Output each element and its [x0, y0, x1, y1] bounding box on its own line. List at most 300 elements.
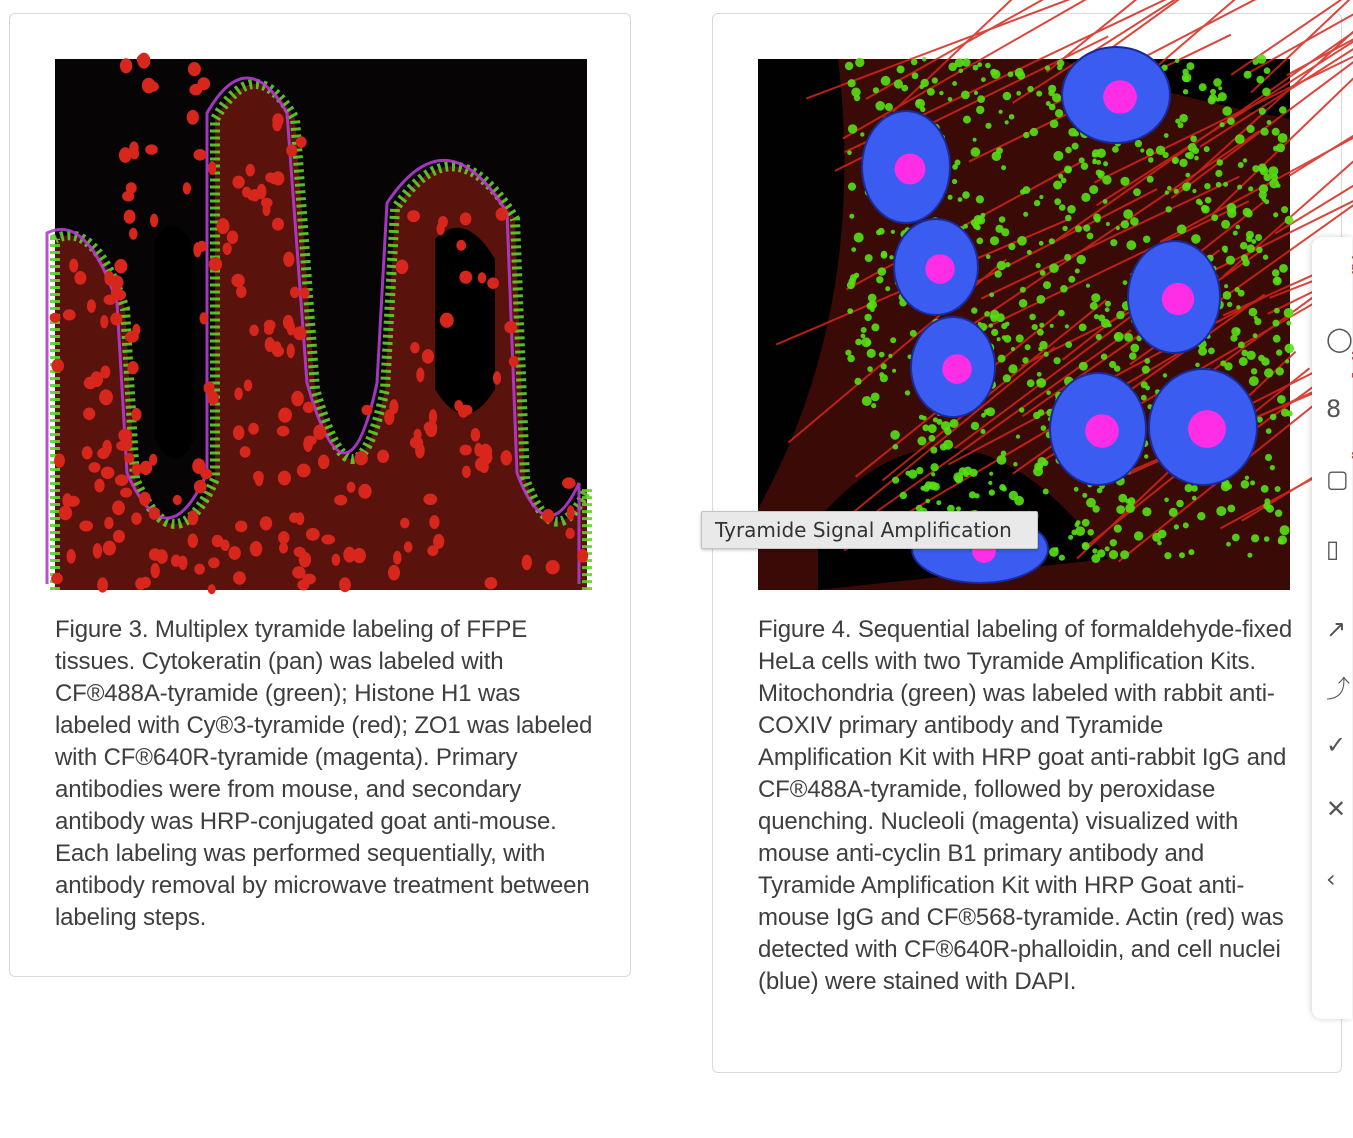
- mitochondria-spot: [961, 91, 970, 100]
- tissue-nucleus: [388, 565, 400, 581]
- mitochondria-spot: [1241, 254, 1248, 261]
- nucleolus: [1103, 80, 1137, 114]
- tissue-nucleus: [429, 515, 439, 529]
- mitochondria-spot: [971, 147, 981, 157]
- tissue-nucleus: [265, 337, 275, 352]
- mitochondria-spot: [1039, 341, 1047, 349]
- mitochondria-spot: [1079, 362, 1088, 371]
- mitochondria-spot: [1285, 359, 1289, 363]
- mitochondria-spot: [1086, 498, 1096, 508]
- mitochondria-spot: [1001, 165, 1006, 170]
- mitochondria-spot: [925, 499, 930, 504]
- tissue-nucleus: [229, 546, 241, 560]
- mitochondria-spot: [1116, 505, 1125, 514]
- mitochondria-spot: [1185, 173, 1190, 178]
- mitochondria-spot: [1027, 250, 1032, 255]
- mitochondria-spot: [1105, 301, 1111, 307]
- mitochondria-spot: [952, 179, 957, 184]
- mitochondria-spot: [996, 147, 1003, 154]
- mitochondria-spot: [1217, 159, 1224, 166]
- mitochondria-spot: [1246, 351, 1255, 360]
- mitochondria-spot: [1256, 247, 1263, 254]
- mitochondria-spot: [1054, 198, 1061, 205]
- mitochondria-spot: [1082, 493, 1087, 498]
- mitochondria-spot: [1060, 285, 1068, 293]
- mitochondria-spot: [984, 311, 990, 317]
- mitochondria-spot: [1166, 206, 1172, 212]
- mitochondria-spot: [1129, 352, 1137, 360]
- mitochondria-spot: [1192, 496, 1197, 501]
- mitochondria-spot: [1101, 354, 1107, 360]
- mitochondria-spot: [1044, 352, 1049, 357]
- mitochondria-spot: [985, 63, 991, 69]
- mitochondria-spot: [1087, 233, 1094, 240]
- tissue-nucleus: [429, 409, 437, 424]
- tissue-nucleus: [410, 342, 419, 353]
- mitochondria-spot: [1008, 243, 1015, 250]
- tissue-nucleus: [89, 462, 101, 473]
- mitochondria-spot: [1093, 158, 1097, 162]
- back-icon[interactable]: ‹: [1326, 865, 1336, 893]
- tissue-nucleus: [129, 228, 138, 240]
- tissue-nucleus: [146, 81, 159, 92]
- mitochondria-spot: [845, 350, 851, 356]
- tissue-nucleus: [232, 176, 244, 189]
- tissue-nucleus: [244, 379, 253, 391]
- tissue-nucleus: [208, 557, 220, 568]
- mitochondria-spot: [1270, 414, 1277, 421]
- mitochondria-spot: [939, 91, 943, 95]
- mitochondria-spot: [948, 63, 957, 72]
- mitochondria-spot: [971, 422, 979, 430]
- tissue-nucleus: [542, 509, 554, 523]
- mitochondria-spot: [1133, 188, 1141, 196]
- mitochondria-spot: [855, 58, 864, 67]
- tissue-nucleus: [99, 389, 113, 405]
- mitochondria-spot: [1121, 220, 1129, 228]
- tissue-nucleus: [303, 402, 314, 413]
- tissue-nucleus: [422, 349, 434, 364]
- mitochondria-spot: [865, 254, 873, 262]
- tissue-nucleus: [223, 243, 232, 255]
- tissue-nucleus: [208, 584, 216, 594]
- mitochondria-spot: [871, 323, 879, 331]
- mitochondria-spot: [1258, 163, 1267, 172]
- mitochondria-spot: [1023, 212, 1028, 217]
- tissue-nucleus: [250, 541, 263, 557]
- mitochondria-spot: [1090, 302, 1098, 310]
- mitochondria-spot: [848, 79, 856, 87]
- mitochondria-spot: [1248, 186, 1253, 191]
- mitochondria-spot: [1141, 381, 1148, 388]
- mitochondria-spot: [1284, 308, 1294, 318]
- mitochondria-spot: [1140, 148, 1144, 152]
- tissue-nucleus: [200, 312, 208, 324]
- mitochondria-spot: [881, 252, 888, 259]
- mitochondria-spot: [989, 292, 994, 297]
- mitochondria-spot: [1005, 120, 1009, 124]
- mitochondria-spot: [923, 484, 930, 491]
- mitochondria-spot: [1037, 372, 1042, 377]
- mitochondria-spot: [1011, 347, 1015, 351]
- mitochondria-spot: [876, 276, 883, 283]
- mitochondria-spot: [1237, 185, 1242, 190]
- mitochondria-spot: [981, 429, 986, 434]
- mitochondria-spot: [1016, 334, 1024, 342]
- mitochondria-spot: [855, 339, 862, 346]
- mitochondria-spot: [1251, 368, 1257, 374]
- tissue-nucleus: [501, 450, 512, 465]
- mitochondria-spot: [1147, 176, 1154, 183]
- mitochondria-spot: [1266, 505, 1274, 513]
- mitochondria-spot: [1179, 114, 1188, 123]
- mitochondria-spot: [881, 363, 887, 369]
- nucleolus: [895, 154, 926, 185]
- mitochondria-spot: [959, 69, 964, 74]
- mitochondria-spot: [1120, 177, 1129, 186]
- mitochondria-spot: [1053, 181, 1062, 190]
- mitochondria-spot: [977, 62, 982, 67]
- mitochondria-spot: [1279, 106, 1287, 114]
- mitochondria-spot: [1039, 241, 1044, 246]
- tissue-nucleus: [83, 408, 95, 421]
- mitochondria-spot: [1223, 249, 1227, 253]
- mitochondria-spot: [1249, 308, 1258, 317]
- mitochondria-spot: [1259, 191, 1267, 199]
- nucleolus: [942, 354, 971, 383]
- link-icon[interactable]: 8: [1326, 395, 1342, 423]
- mitochondria-spot: [1220, 360, 1226, 366]
- mitochondria-spot: [976, 106, 984, 114]
- mitochondria-spot: [922, 57, 926, 61]
- mitochondria-spot: [1224, 284, 1228, 288]
- mitochondria-spot: [1270, 465, 1275, 470]
- tissue-nucleus: [509, 356, 519, 367]
- mitochondria-spot: [1215, 170, 1222, 177]
- check-icon[interactable]: ✓: [1326, 731, 1347, 759]
- mitochondria-spot: [1174, 524, 1179, 529]
- mitochondria-spot: [888, 354, 892, 358]
- mitochondria-spot: [995, 270, 1002, 277]
- mitochondria-spot: [1053, 151, 1063, 161]
- mitochondria-spot: [1274, 308, 1280, 314]
- mitochondria-spot: [847, 150, 852, 155]
- tissue-nucleus: [173, 495, 182, 505]
- mitochondria-spot: [927, 88, 935, 96]
- tissue-nucleus: [126, 182, 137, 194]
- mitochondria-spot: [854, 233, 864, 243]
- mitochondria-spot: [890, 337, 896, 343]
- mitochondria-spot: [1236, 225, 1241, 230]
- mitochondria-spot: [986, 254, 991, 259]
- mitochondria-spot: [1135, 140, 1142, 147]
- mitochondria-spot: [1238, 290, 1245, 297]
- mitochondria-spot: [1068, 276, 1075, 283]
- tissue-nucleus: [236, 286, 247, 298]
- mitochondria-spot: [1169, 508, 1178, 517]
- page-icon[interactable]: ▯: [1326, 535, 1340, 563]
- mitochondria-spot: [851, 88, 860, 97]
- mitochondria-spot: [1265, 454, 1272, 461]
- mitochondria-spot: [917, 436, 926, 445]
- tissue-nucleus: [94, 479, 104, 493]
- mitochondria-spot: [1275, 510, 1282, 517]
- mitochondria-spot: [1164, 498, 1169, 503]
- tissue-nucleus: [460, 445, 472, 456]
- tissue-nucleus: [496, 208, 508, 221]
- tissue-nucleus: [410, 437, 423, 449]
- square-icon[interactable]: ▢: [1326, 465, 1349, 493]
- mitochondria-spot: [1091, 554, 1100, 563]
- mitochondria-spot: [1268, 166, 1278, 176]
- mitochondria-spot: [1196, 199, 1202, 205]
- mitochondria-spot: [1087, 529, 1094, 536]
- tissue-nucleus: [296, 136, 307, 148]
- mitochondria-spot: [1103, 199, 1108, 204]
- tissue-nucleus: [231, 274, 244, 287]
- mitochondria-spot: [1201, 205, 1209, 213]
- tissue-nucleus: [131, 408, 141, 421]
- mitochondria-spot: [986, 407, 995, 416]
- tissue-nucleus: [318, 455, 329, 470]
- mitochondria-spot: [1092, 153, 1097, 158]
- mitochondria-spot: [1039, 195, 1043, 199]
- tissue-nucleus: [188, 534, 198, 548]
- tissue-nucleus: [51, 359, 64, 373]
- tissue-nucleus: [264, 320, 276, 331]
- mitochondria-spot: [1179, 552, 1185, 558]
- mitochondria-spot: [1134, 531, 1143, 540]
- tissue-nucleus: [248, 423, 259, 435]
- mitochondria-spot: [1038, 409, 1045, 416]
- mitochondria-spot: [989, 489, 995, 495]
- mitochondria-spot: [1179, 159, 1187, 167]
- figure-3-image: [55, 59, 587, 590]
- mitochondria-spot: [1096, 334, 1102, 340]
- mitochondria-spot: [1112, 146, 1119, 153]
- mitochondria-spot: [1264, 368, 1273, 377]
- mitochondria-spot: [1016, 91, 1021, 96]
- mitochondria-spot: [1105, 307, 1110, 312]
- tissue-nucleus: [487, 277, 499, 289]
- mitochondria-spot: [1272, 128, 1280, 136]
- tissue-nucleus: [297, 464, 311, 478]
- mitochondria-spot: [1238, 342, 1245, 349]
- mitochondria-spot: [1278, 133, 1288, 143]
- mitochondria-spot: [1238, 162, 1244, 168]
- tissue-nucleus: [188, 510, 199, 525]
- mitochondria-spot: [1110, 539, 1117, 546]
- share-icon[interactable]: ⤴: [1326, 675, 1350, 703]
- mitochondria-spot: [1245, 210, 1253, 218]
- tissue-nucleus: [334, 495, 347, 506]
- mitochondria-spot: [997, 455, 1007, 465]
- tissue-nucleus: [577, 549, 588, 563]
- tissue-nucleus: [103, 541, 116, 556]
- mitochondria-spot: [1280, 525, 1290, 535]
- mitochondria-spot: [1037, 463, 1043, 469]
- close-icon[interactable]: ✕: [1326, 795, 1347, 823]
- tissue-nucleus: [456, 240, 466, 251]
- tissue-nucleus: [140, 461, 153, 475]
- tissue-nucleus: [332, 554, 341, 566]
- tissue-nucleus: [293, 326, 306, 340]
- mitochondria-spot: [1259, 108, 1266, 115]
- mitochondria-spot: [897, 65, 905, 73]
- mitochondria-spot: [1073, 131, 1079, 137]
- tissue-nucleus: [240, 446, 251, 458]
- mitochondria-spot: [1086, 284, 1090, 288]
- tissue-nucleus: [404, 541, 413, 552]
- mitochondria-spot: [1008, 364, 1017, 373]
- mitochondria-spot: [1123, 280, 1128, 285]
- mitochondria-spot: [847, 281, 855, 289]
- mitochondria-spot: [876, 230, 882, 236]
- mitochondria-spot: [878, 267, 887, 276]
- mitochondria-spot: [1004, 335, 1012, 343]
- mitochondria-spot: [875, 101, 885, 111]
- mitochondria-spot: [1036, 263, 1041, 268]
- mitochondria-spot: [1050, 324, 1054, 328]
- tissue-nucleus: [145, 144, 158, 154]
- mitochondria-spot: [1156, 146, 1165, 155]
- nucleolus: [1162, 283, 1194, 315]
- tissue-nucleus: [150, 214, 158, 228]
- mitochondria-spot: [1065, 147, 1072, 154]
- mitochondria-spot: [1106, 222, 1110, 226]
- tissue-nucleus: [112, 500, 125, 515]
- mitochondria-spot: [1009, 114, 1015, 120]
- mitochondria-spot: [1167, 186, 1172, 191]
- mitochondria-spot: [1124, 333, 1133, 342]
- mitochondria-spot: [933, 417, 938, 422]
- mitochondria-spot: [1192, 147, 1199, 154]
- mitochondria-spot: [1108, 323, 1112, 327]
- tissue-nucleus: [74, 271, 86, 285]
- tissue-nucleus: [306, 528, 320, 541]
- mitochondria-spot: [1218, 92, 1227, 101]
- mitochondria-spot: [1250, 480, 1255, 485]
- mitochondria-spot: [1247, 125, 1255, 133]
- tissue-nucleus: [279, 542, 288, 553]
- tissue-nucleus: [278, 408, 292, 423]
- mitochondria-spot: [1037, 329, 1044, 336]
- mitochondria-spot: [1022, 357, 1028, 363]
- mitochondria-spot: [1043, 489, 1049, 495]
- mitochondria-spot: [891, 230, 895, 234]
- tissue-nucleus: [63, 309, 76, 320]
- mitochondria-spot: [1075, 269, 1080, 274]
- mitochondria-spot: [1211, 214, 1218, 221]
- mitochondria-spot: [1075, 225, 1082, 232]
- tissue-nucleus: [59, 506, 72, 521]
- tissue-nucleus: [562, 477, 576, 488]
- mitochondria-spot: [976, 195, 984, 203]
- tissue-nucleus: [119, 147, 132, 163]
- mitochondria-spot: [848, 183, 856, 191]
- tissue-nucleus: [522, 555, 532, 571]
- mitochondria-spot: [1036, 295, 1045, 304]
- mitochondria-spot: [1064, 254, 1071, 261]
- mitochondria-spot: [1279, 264, 1288, 273]
- mitochondria-spot: [1273, 212, 1278, 217]
- mitochondria-spot: [943, 440, 953, 450]
- tissue-nucleus: [120, 488, 132, 498]
- mitochondria-spot: [991, 70, 1000, 79]
- tissue-nucleus: [234, 388, 243, 401]
- mitochondria-spot: [1059, 555, 1065, 561]
- tissue-nucleus: [260, 516, 272, 530]
- tissue-nucleus: [485, 577, 498, 589]
- mitochondria-spot: [867, 349, 876, 358]
- tissue-nucleus: [393, 551, 402, 565]
- mitochondria-spot: [1278, 539, 1284, 545]
- mitochondria-spot: [1013, 462, 1017, 466]
- mitochondria-spot: [1210, 89, 1216, 95]
- mitochondria-spot: [1240, 242, 1248, 250]
- mitochondria-spot: [1143, 236, 1150, 243]
- circle-icon[interactable]: ◯: [1326, 325, 1353, 353]
- tissue-nucleus: [471, 428, 481, 442]
- mitochondria-spot: [1226, 256, 1235, 265]
- mitochondria-spot: [1227, 302, 1232, 307]
- mitochondria-spot: [976, 238, 983, 245]
- mitochondria-spot: [1094, 314, 1099, 319]
- mitochondria-spot: [1116, 226, 1120, 230]
- mitochondria-spot: [1264, 498, 1270, 504]
- mitochondria-spot: [1172, 157, 1179, 164]
- mitochondria-spot: [1266, 428, 1272, 434]
- tissue-nucleus: [278, 531, 289, 544]
- side-toolbar: [1312, 237, 1352, 1019]
- tissue-nucleus: [120, 58, 132, 73]
- mitochondria-spot: [941, 421, 951, 431]
- tissue-nucleus: [458, 405, 469, 418]
- mitochondria-spot: [1148, 157, 1154, 163]
- mitochondria-spot: [894, 79, 903, 88]
- tissue-nucleus: [171, 555, 181, 567]
- mitochondria-spot: [1227, 117, 1235, 125]
- tissue-nucleus: [54, 453, 65, 467]
- mitochondria-spot: [879, 352, 885, 358]
- tissue-nucleus: [474, 443, 482, 457]
- mitochondria-spot: [1032, 324, 1038, 330]
- mitochondria-spot: [1188, 549, 1194, 555]
- tissue-nucleus: [149, 548, 161, 561]
- mitochondria-spot: [1251, 239, 1256, 244]
- mitochondria-spot: [860, 132, 864, 136]
- mitochondria-spot: [1089, 185, 1098, 194]
- mitochondria-spot: [1185, 182, 1191, 188]
- arrow-up-icon[interactable]: ↗: [1326, 615, 1347, 643]
- mitochondria-spot: [975, 493, 980, 498]
- tissue-nucleus: [227, 231, 238, 244]
- mitochondria-spot: [1264, 67, 1271, 74]
- mitochondria-spot: [1273, 335, 1281, 343]
- mitochondria-spot: [1232, 534, 1240, 542]
- mitochondria-spot: [989, 472, 993, 476]
- tissue-nucleus: [209, 257, 222, 271]
- tissue-nucleus: [384, 409, 394, 425]
- mitochondria-spot: [1030, 128, 1038, 136]
- figure-3-card: [9, 13, 631, 977]
- mitochondria-spot: [1244, 71, 1252, 79]
- tissue-nucleus: [188, 62, 201, 76]
- mitochondria-spot: [985, 123, 991, 129]
- tissue-nucleus: [137, 53, 150, 69]
- mitochondria-spot: [1058, 310, 1065, 317]
- mitochondria-spot: [1096, 170, 1102, 176]
